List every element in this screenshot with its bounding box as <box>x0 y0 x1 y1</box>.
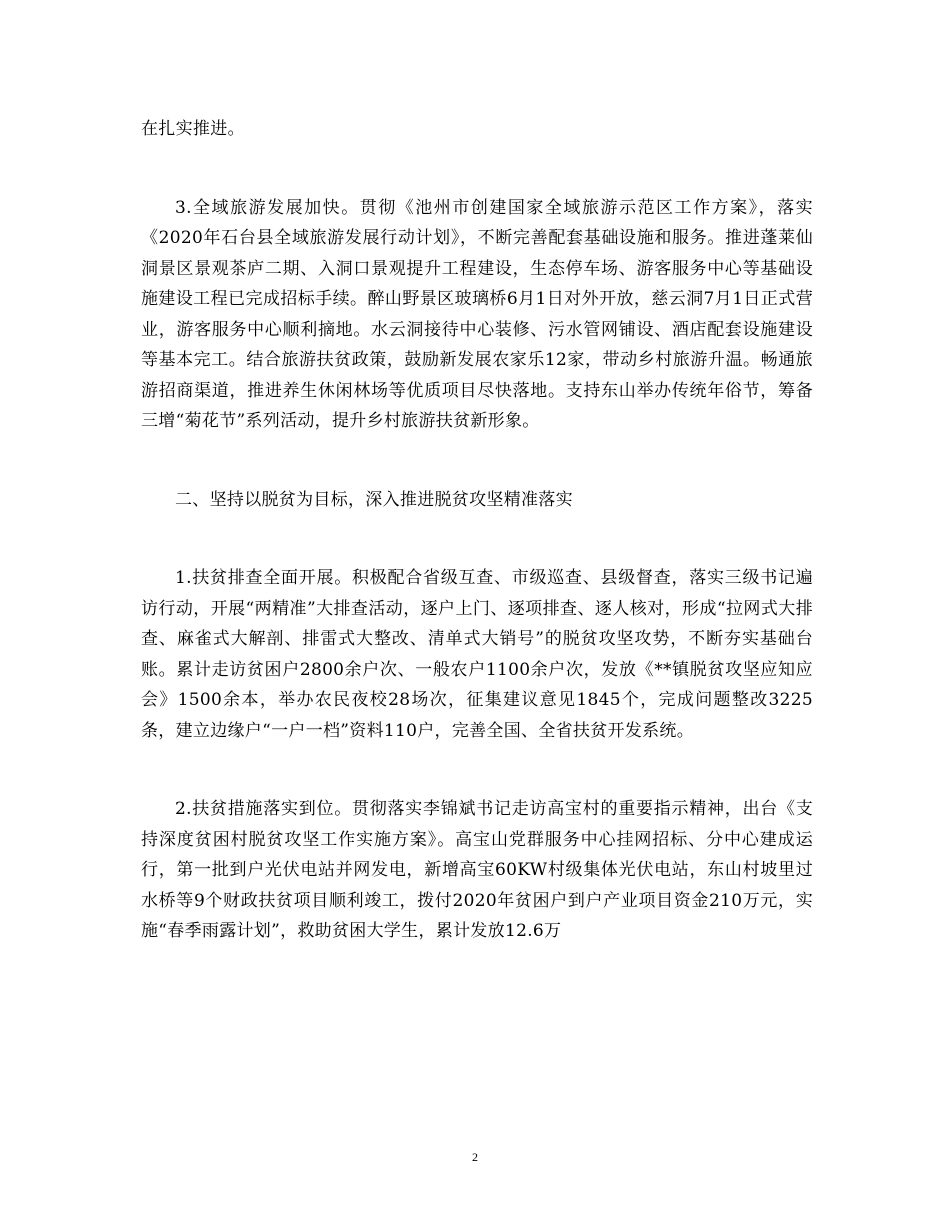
paragraph-tourism: 3.全域旅游发展加快。贯彻《池州市创建国家全域旅游示范区工作方案》，落实《2020年石台县全域旅游发展行动计划》，不断完善配套基础设施和服务。推进蓬莱仙洞景区景观茶庐二期、入洞口景观提升工程建设，生态停车场、游客服务中心等基础设施建设工程已完成招标手续。醉山野景区玻璃桥6月1日对外开放，慈云洞7月1日正式营业，游客服务中心顺利摘地。水云洞接待中心装修、污水管网铺设、酒店配套设施建设等基本完工。结合旅游扶贫政策，鼓励新发展农家乐12家，带动乡村旅游升温。畅通旅游招商渠道，推进养生休闲林场等优质项目尽快落地。支持东山举办传统年俗节，筹备三增“菊花节”系列活动，提升乡村旅游扶贫新形象。 <box>141 197 813 431</box>
paragraph-measures: 2.扶贫措施落实到位。贯彻落实李锦斌书记走访高宝村的重要指示精神，出台《支持深度贫困村脱贫攻坚工作实施方案》。高宝山党群服务中心挂网招标、分中心建成运行，第一批到户光伏电站并网发电，新增高宝60KW村级集体光伏电站，东山村坡里过水桥等9个财政扶贫项目顺利竣工，拨付2020年贫困户到户产业项目资金210万元，实施“春季雨露计划”，救助贫困大学生，累计发放12.6万 <box>141 799 813 941</box>
page-number: 2 <box>472 1150 478 1164</box>
section-heading: 二、坚持以脱贫为目标，深入推进脱贫攻坚精准落实 <box>175 489 573 510</box>
paragraph-spacer <box>141 437 813 485</box>
continuation-text: 在扎实推进。 <box>141 119 245 139</box>
paragraph-spacer <box>141 145 813 193</box>
paragraph-spacer <box>141 746 813 794</box>
document-body <box>141 114 813 947</box>
paragraph-spacer <box>141 515 813 563</box>
paragraph-screening: 1.扶贫排查全面开展。积极配合省级互查、市级巡查、县级督查，落实三级书记遍访行动，开展“两精准”大排查活动，逐户上门、逐项排查、逐人核对，形成“拉网式大排查、麻雀式大解剖、排雷式大整改、清单式大销号”的脱贫攻坚攻势，不断夯实基础台账。累计走访贫困户2800余户次、一般农户1100余户次，发放《**镇脱贫攻坚应知应会》1500余本，举办农民夜校28场次，征集建议意见1845个，完成问题整改3225条，建立边缘户“一户一档”资料110户，完善全国、全省扶贫开发系统。 <box>141 568 813 741</box>
